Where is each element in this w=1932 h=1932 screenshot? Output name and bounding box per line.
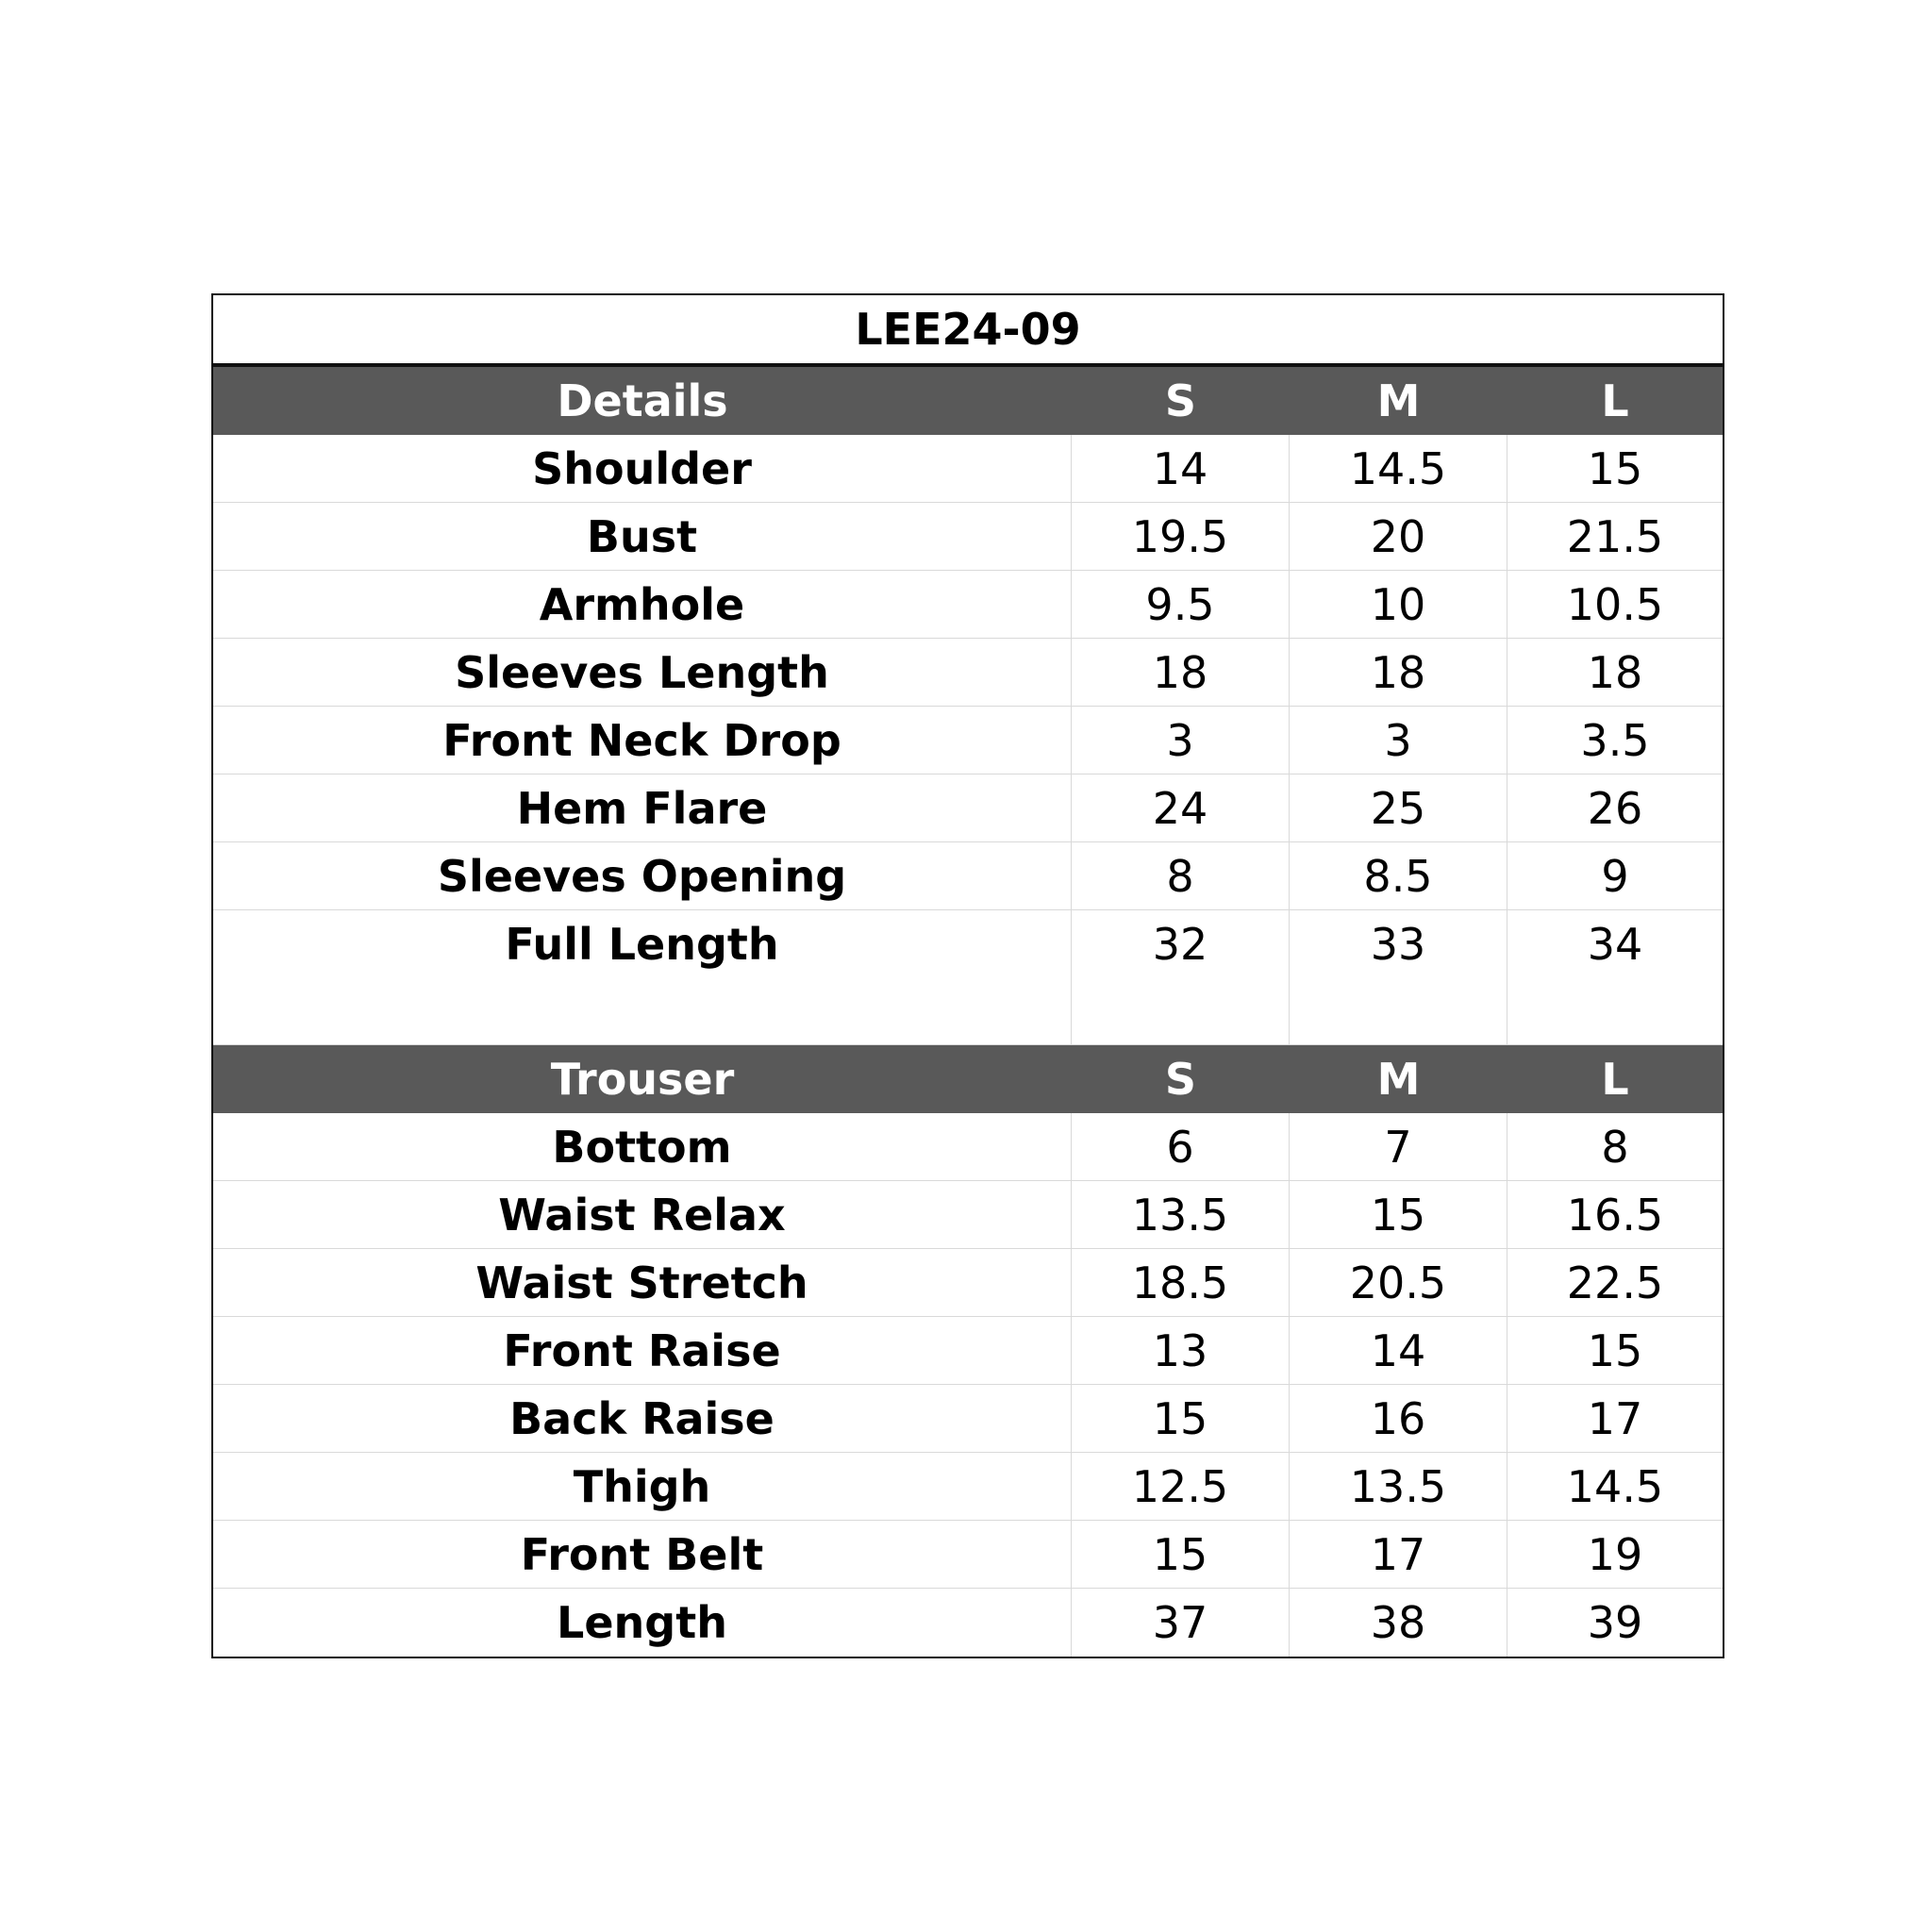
- size-m-value: 15: [1290, 1181, 1507, 1248]
- size-m-value: 7: [1290, 1113, 1507, 1180]
- size-m-value: 3: [1290, 707, 1507, 774]
- size-l-value: 3.5: [1580, 714, 1650, 766]
- table-row: [213, 1317, 1723, 1385]
- header-size-l: L: [1601, 375, 1629, 426]
- spacer-cell: [1072, 978, 1290, 1044]
- size-s-value: 12.5: [1072, 1453, 1290, 1520]
- size-m-value: 13.5: [1290, 1453, 1507, 1520]
- size-m-value: 17: [1290, 1521, 1507, 1588]
- details-rows: [213, 435, 1723, 978]
- table-row: [213, 1521, 1723, 1589]
- table-row: [213, 842, 1723, 910]
- size-m-value: 33: [1290, 910, 1507, 978]
- size-l-value: 9: [1601, 850, 1629, 902]
- header-size-m: M: [1376, 1054, 1421, 1105]
- size-m-value: 14: [1290, 1317, 1507, 1384]
- size-l-value: 34: [1587, 919, 1643, 970]
- row-label: Hem Flare: [213, 774, 1072, 841]
- row-label: Bust: [213, 503, 1072, 570]
- header-size-l: L: [1601, 1054, 1629, 1105]
- size-l-value: 22.5: [1566, 1257, 1664, 1308]
- size-s-value: 6: [1072, 1113, 1290, 1180]
- header-label: Trouser: [550, 1054, 735, 1105]
- row-label: Full Length: [213, 910, 1072, 978]
- row-label: Sleeves Length: [213, 639, 1072, 706]
- size-m-value: 38: [1290, 1589, 1507, 1657]
- row-label: Front Raise: [213, 1317, 1072, 1384]
- size-s-value: 14: [1072, 435, 1290, 502]
- table-row: [213, 571, 1723, 639]
- table-row: [213, 503, 1723, 571]
- size-s-value: 32: [1072, 910, 1290, 978]
- size-s-value: 18: [1072, 639, 1290, 706]
- table-row: [213, 1249, 1723, 1317]
- size-m-value: 10: [1290, 571, 1507, 638]
- row-label: Shoulder: [213, 435, 1072, 502]
- table-row: [213, 1589, 1723, 1657]
- table-row: [213, 1453, 1723, 1521]
- size-m-value: 8.5: [1290, 842, 1507, 909]
- size-m-value: 20: [1290, 503, 1507, 570]
- size-s-value: 18.5: [1072, 1249, 1290, 1316]
- trouser-rows: [213, 1113, 1723, 1657]
- row-label: Back Raise: [213, 1385, 1072, 1452]
- size-m-value: 20.5: [1290, 1249, 1507, 1316]
- size-m-value: 18: [1290, 639, 1507, 706]
- size-l-value: 15: [1587, 1324, 1643, 1376]
- spacer-cell: [213, 978, 1072, 1044]
- table-title: LEE24-09: [855, 304, 1081, 355]
- row-label: Thigh: [213, 1453, 1072, 1520]
- trouser-header-row: [213, 1045, 1723, 1113]
- size-l-value: 26: [1587, 782, 1643, 834]
- spacer-row: [213, 978, 1723, 1045]
- size-chart-table: [211, 293, 1724, 1658]
- size-m-value: 14.5: [1290, 435, 1507, 502]
- spacer-cell: [1507, 978, 1723, 1044]
- size-l-value: 15: [1587, 442, 1643, 494]
- row-label: Front Belt: [213, 1521, 1072, 1588]
- row-label: Armhole: [213, 571, 1072, 638]
- size-l-value: 17: [1587, 1392, 1643, 1444]
- size-l-value: 16.5: [1566, 1189, 1664, 1241]
- row-label: Waist Stretch: [213, 1249, 1072, 1316]
- size-s-value: 37: [1072, 1589, 1290, 1657]
- details-header-row: [213, 367, 1723, 435]
- spacer-cell: [1290, 978, 1507, 1044]
- table-row: [213, 639, 1723, 707]
- row-label: Front Neck Drop: [213, 707, 1072, 774]
- table-row: [213, 774, 1723, 842]
- size-l-value: 21.5: [1566, 510, 1664, 562]
- size-s-value: 3: [1072, 707, 1290, 774]
- table-title-row: [213, 295, 1723, 367]
- table-row: [213, 1113, 1723, 1181]
- size-s-value: 13.5: [1072, 1181, 1290, 1248]
- row-label: Waist Relax: [213, 1181, 1072, 1248]
- header-size-s: S: [1164, 375, 1197, 426]
- size-s-value: 8: [1072, 842, 1290, 909]
- header-label: Details: [557, 375, 728, 426]
- header-size-s: S: [1164, 1054, 1197, 1105]
- table-row: [213, 1181, 1723, 1249]
- size-l-value: 8: [1601, 1121, 1629, 1173]
- size-s-value: 19.5: [1072, 503, 1290, 570]
- size-s-value: 24: [1072, 774, 1290, 841]
- size-s-value: 15: [1072, 1385, 1290, 1452]
- header-size-m: M: [1376, 375, 1421, 426]
- size-l-value: 18: [1587, 646, 1643, 698]
- size-m-value: 16: [1290, 1385, 1507, 1452]
- size-s-value: 15: [1072, 1521, 1290, 1588]
- size-m-value: 25: [1290, 774, 1507, 841]
- size-l-value: 39: [1587, 1597, 1643, 1648]
- row-label: Sleeves Opening: [213, 842, 1072, 909]
- size-l-value: 19: [1587, 1528, 1643, 1580]
- table-row: [213, 910, 1723, 978]
- size-s-value: 13: [1072, 1317, 1290, 1384]
- size-s-value: 9.5: [1072, 571, 1290, 638]
- size-l-value: 14.5: [1566, 1460, 1664, 1512]
- table-row: [213, 707, 1723, 774]
- table-row: [213, 435, 1723, 503]
- table-row: [213, 1385, 1723, 1453]
- row-label: Length: [213, 1589, 1072, 1657]
- size-l-value: 10.5: [1566, 578, 1664, 630]
- row-label: Bottom: [213, 1113, 1072, 1180]
